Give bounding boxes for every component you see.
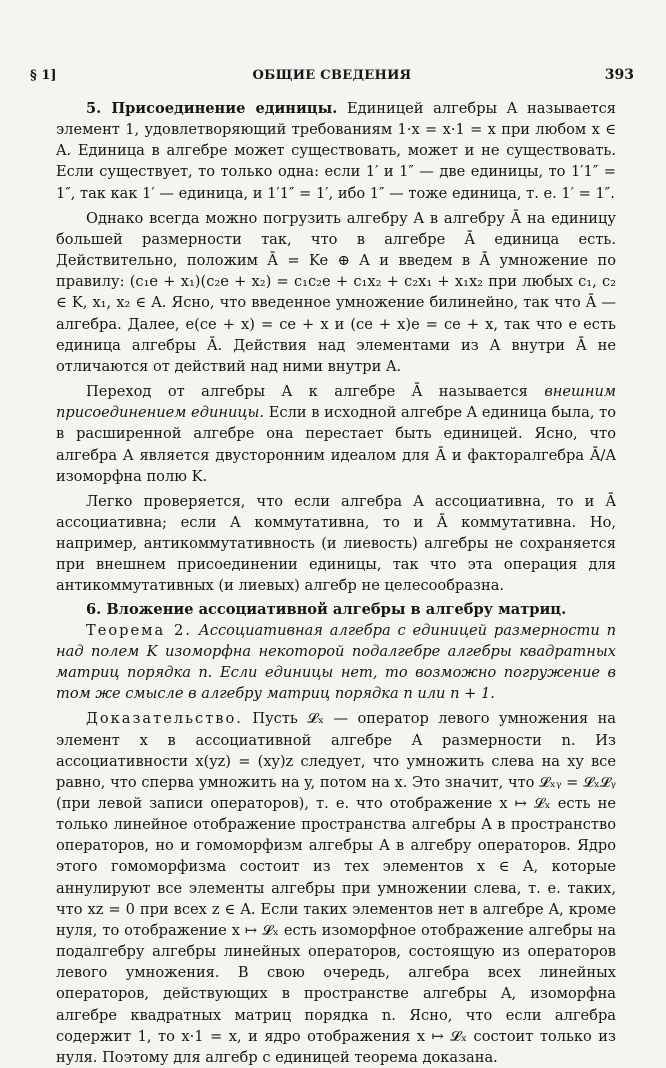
section-5-heading: 5. Присоединение единицы.	[86, 100, 338, 117]
paragraph-embedding: Однако всегда можно погрузить алгебру A в алгебру Ā на единицу большей размерности так, что в алгебре Ā единица есть. Действительно, положим Ā = Ke ⊕ A и введем в Ā умножение по правилу: (c₁e + x₁)(c₂e + x₂) = c₁c₂e + c₁x₂ + c₂x₁ + x₁x₂ при любых c₁, c₂ ∈ K, x₁, x₂ ∈ A. Ясно, что введенное умножение билинейно, так что Ā — алгебра. Далее, e(ce + x) = ce + x и (ce + x)e = ce + x, так что e есть единица алгебры Ā. Действия над элементами из A внутри Ā не отличаются от действий над ними внутри A.	[56, 209, 616, 375]
proof	[56, 708, 616, 1068]
external-adjoining-text-b: Если в исходной алгебре A единица была, то в расширенной алгебре она перестает быть единицей. Ясно, что алгебра A является двусторонним идеалом для Ā и факторалгебра Ā/A изоморфна полю K.	[56, 404, 616, 485]
unit-definition-text: Единицей алгебры A называется элемент 1, удовлетворяющий требованиям 1·x = x·1 = x при любом x ∈ A. Единица в алгебре может существовать, может и не существовать. Если существует, то только одна: если 1′ и 1″ — две единицы, то 1′1″ = 1″, так как 1′ — единица, и 1′1″ = 1′, ибо 1″ — тоже единица, т. е. 1′ = 1″.	[56, 100, 616, 202]
page-body	[56, 98, 616, 1068]
proof-text: Пусть 𝓛ₓ — оператор левого умножения на элемент x в ассоциативной алгебре A размерности n. Из ассоциативности x(yz) = (xy)z следует, что умножить слева на xy все равно, что сперва умножить на y, потом на x. Это значит, что 𝓛ₓᵧ = 𝓛ₓ𝓛ᵧ (при левой записи операторов), т. е. что отображение x ↦ 𝓛ₓ есть не только линейное отображение пространства алгебры A в пространство операторов, но и гомоморфизм алгебры A в алгебру операторов. Ядро этого гомоморфизма состоит из тех элементов x ∈ A, которые аннулируют все элементы алгебры при умножении слева, т. е. таких, что xz = 0 при всех z ∈ A. Если таких элементов нет в алгебре A, кроме нуля, то отображение x ↦ 𝓛ₓ есть изоморфное отображение алгебры на подалгебру алгебры линейных операторов, состоящую из операторов левого умножения. В свою очередь, алгебра всех линейных операторов, действующих в пространстве алгебры A, изоморфна алгебре квадратных матриц порядка n. Ясно, что если алгебра содержит 1, то x·1 = x, и ядро отображения x ↦ 𝓛ₓ состоит только из нуля. Поэтому для алгебр с единицей теорема доказана.	[56, 710, 616, 1066]
paragraph-external-adjoining	[56, 381, 616, 487]
theorem-2	[56, 620, 616, 705]
paragraph-unit-definition	[56, 98, 616, 204]
section-marker: § 1]	[30, 68, 57, 83]
term-external-adjoining: внешним присоединением единицы.	[56, 383, 616, 422]
section-6-heading: 6. Вложение ассоциативной алгебры в алгебру матриц.	[86, 600, 567, 618]
theorem-statement: Ассоциативная алгебра с единицей размерности n над полем K изоморфна некоторой подалгебре алгебры квадратных матриц порядка n. Если единицы нет, то возможно погружение в том же смысле в алгебру матриц порядка n или n + 1.	[56, 621, 616, 703]
external-adjoining-text-a: Переход от алгебры A к алгебре Ā называется	[86, 383, 545, 401]
page-number: 393	[604, 67, 634, 83]
theorem-label: Теорема 2.	[86, 621, 192, 639]
proof-label: Доказательство.	[86, 710, 243, 728]
paragraph-properties: Легко проверяется, что если алгебра A ассоциативна, то и Ā ассоциативна; если A коммутативна, то и Ā коммутативна. Но, например, антикоммутативность (и лиевость) алгебры не сохраняется при внешнем присоединении единицы, так что эта операция для антикоммутативных (и лиевых) алгебр не целесообразна.	[56, 492, 616, 595]
chapter-title: ОБЩИЕ СВЕДЕНИЯ	[252, 68, 412, 83]
running-header	[30, 64, 634, 88]
